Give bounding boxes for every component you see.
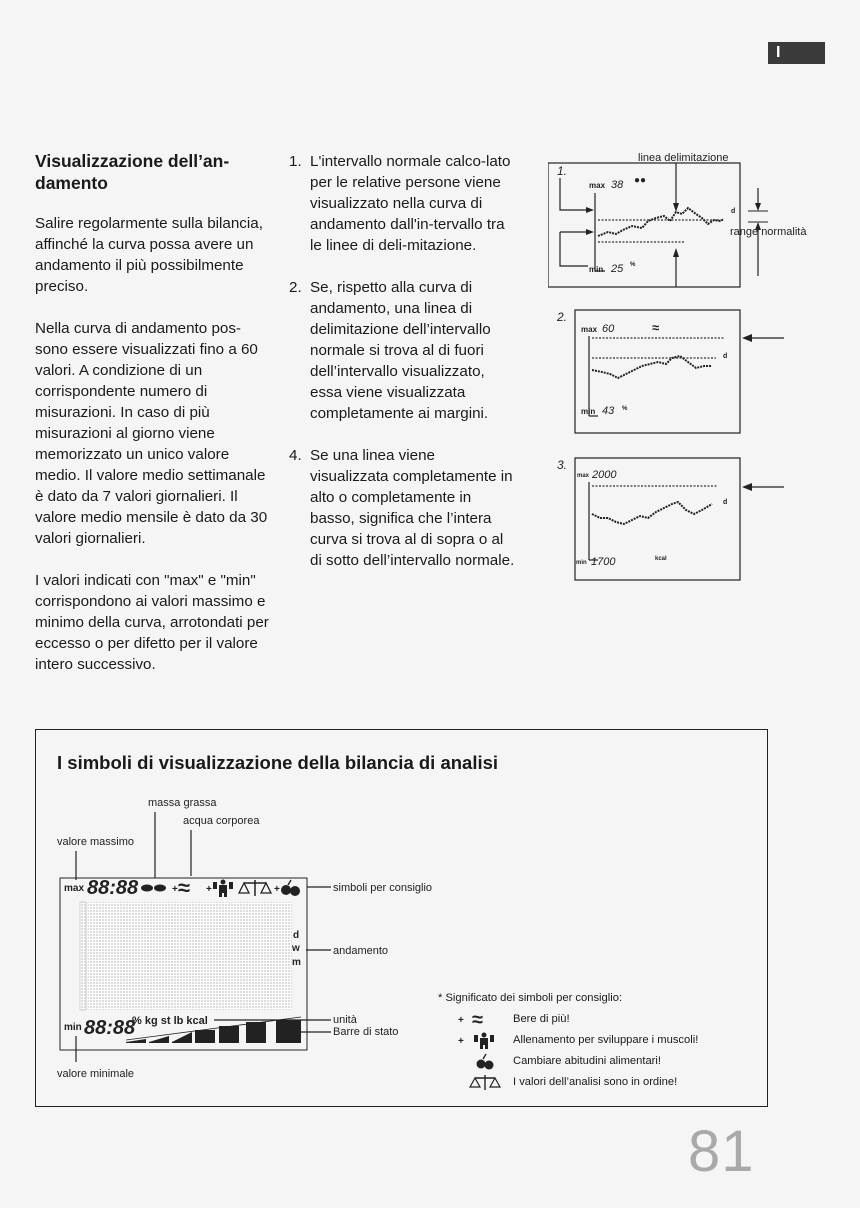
language-tab-label: I [776,44,781,61]
max-value: 2000 [592,469,617,481]
list-item [289,277,517,424]
lcd-max-label: max [64,883,85,894]
trend-panel-3 [557,458,784,580]
apple-pear-icon [477,1054,494,1070]
legend-row [438,1051,698,1072]
display-symbols-box [35,729,768,1107]
panel-number: 3. [557,458,568,472]
paragraph: Nella curva di andamento pos-sono essere visualizzati fino a 60 valori. A condizione di un corrispondente numero di misurazioni. In caso di più misurazioni al giorno viene memorizzato un unico valore medio. Il valore medio settimanale è dato da 7 valori giornalieri. Il valore medio mensile è dato da 30 valori giornalieri. [35,320,268,547]
muscle-man-icon [213,880,233,898]
section-title: Visualizzazione dell’an-damento [35,151,230,193]
period-month: m [292,957,301,968]
legend-row [438,1009,698,1030]
label-status-bars: Barre di stato [333,1026,399,1038]
paragraph: I valori indicati con "max" e "min" corrispondono ai valori massimo e minimo della curva, arrotondati per eccesso o per difetto per il valore intero successivo. [35,572,269,673]
apple-pear-icon [281,880,300,896]
legend-row [438,1030,698,1051]
period-label: d [723,353,728,360]
period-label: d [731,208,736,215]
advice-legend [438,988,698,1093]
legend-row [438,1072,698,1093]
legend-heading: * Significato dei simboli per consiglio: [438,992,623,1004]
legend-text: I valori dell’analisi sono in ordine! [513,1076,678,1088]
unit-label: kcal [655,556,667,562]
balance-scale-icon [239,880,271,896]
unit-label: % [630,262,636,268]
plus-sign: + [206,884,212,895]
list-item-number: 2. [289,279,302,296]
min-label: min [589,265,604,274]
max-label: max [589,181,606,190]
list-item-number: 4. [289,447,302,464]
plus-sign: + [458,1015,464,1026]
plus-sign: + [172,884,178,895]
label-units: unità [333,1014,357,1026]
plus-sign: + [274,884,280,895]
list-item [289,445,517,571]
page-number: 81 [688,1119,755,1184]
legend-text: Cambiare abitudini alimentari! [513,1055,661,1067]
trend-panel-2 [556,310,784,433]
paragraph: Salire regolarmente sulla bilancia, affinché la curva possa avere un andamento il più possibilmente preciso. [35,215,263,295]
muscle-man-icon [474,1033,494,1050]
trend-grid [88,902,292,1010]
period-label: d [723,499,728,506]
max-value: 38 [611,179,624,191]
max-label: max [577,473,590,479]
min-value: 1700 [591,556,616,568]
fat-mass-icon: ●● [634,175,647,186]
trend-figures-svg [548,148,848,588]
trend-panel-1 [548,152,807,287]
label-min-value: valore minimale [57,1068,135,1080]
plus-sign: + [458,1036,464,1047]
label-advice-symbols: simboli per consiglio [333,882,433,894]
period-day: d [293,930,300,941]
balance-scale-icon [470,1075,500,1090]
max-value: 60 [602,323,615,335]
language-tab [768,42,825,64]
period-week: w [292,943,300,954]
list-item-text: Se, rispetto alla curva di andamento, una linea di delimitazione dell’intervallo normale si trova al di fuori dell’intervallo visualizzato, essa viene visualizzata completamente ai margini. [310,279,491,422]
panel-number: 2. [557,310,568,324]
max-label: max [581,325,598,334]
legend-text: Bere di più! [513,1013,570,1025]
unit-label: % [622,406,628,412]
lcd-min-label: min [64,1022,82,1033]
lcd-min-digits: 88:88 [84,1017,136,1039]
water-waves-icon: ≈ [472,1011,483,1029]
label-max-value: valore massimo [57,836,135,848]
box-title: I simboli di visualizzazione della bilancia di analisi [57,752,499,773]
label-delimitation-line: linea delimitazione [638,152,729,164]
label-fat-mass: massa grassa [148,797,217,809]
list-item-text: L'intervallo normale calco-lato per le relative persone viene visualizzato nella curva di andamento dall'in-tervallo tra le linee di deli-mitazione. [310,153,511,254]
water-waves-icon: ≈ [652,320,660,335]
list-item [289,151,517,256]
column-numbered-list [289,151,517,592]
list-item-number: 1. [289,153,302,170]
label-body-water: acqua corporea [183,815,260,827]
lcd-max-digits: 88:88 [87,877,139,899]
label-trend: andamento [333,945,389,957]
column-intro [35,150,270,696]
panel-number: 1. [557,164,568,178]
min-value: 43 [602,405,615,417]
min-value: 25 [611,263,624,275]
water-waves-icon: ≈ [178,875,191,900]
min-label: min [576,560,587,566]
trend-figures [548,148,848,588]
fat-mass-icon [141,885,153,892]
min-label: min [581,407,596,416]
lcd-units: % kg st lb kcal [132,1015,208,1027]
label-normal-range: range normalità [730,226,807,238]
list-item-text: Se una linea viene visualizzata completamente in alto o completamente in basso, significa che l’intera curva si trova al di sopra o al di sotto dell’intervallo normale. [310,447,515,569]
legend-text: Allenamento per sviluppare i muscoli! [513,1034,699,1046]
